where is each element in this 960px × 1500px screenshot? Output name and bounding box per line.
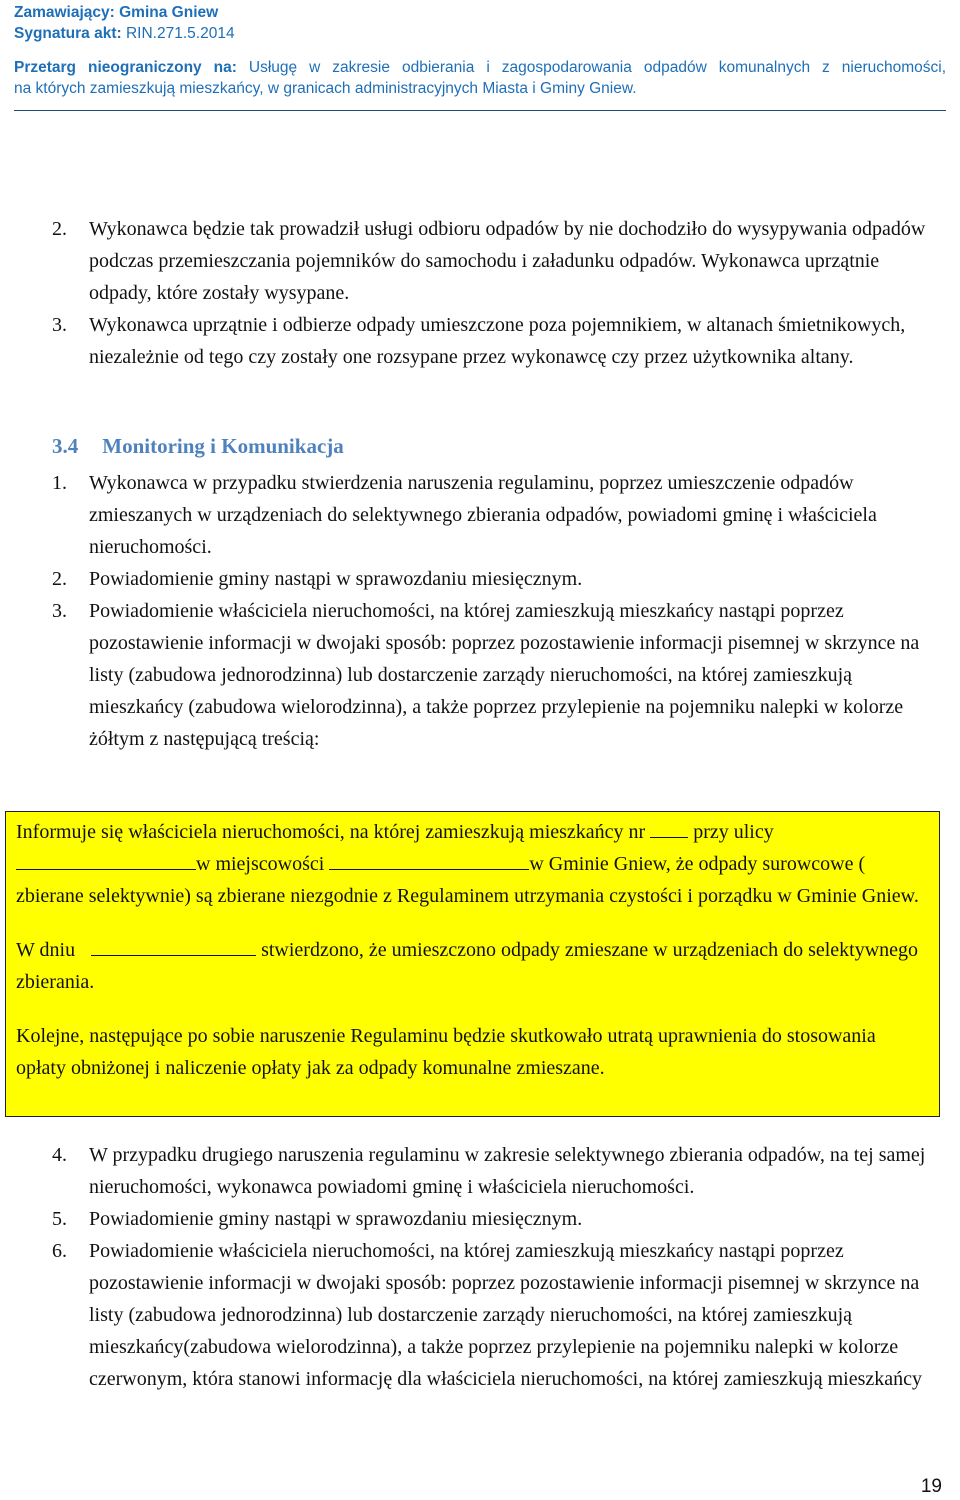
list-item-text: Wykonawca będzie tak prowadził usługi odbioru odpadów by nie dochodziło do wysypywania odpadów podczas przemieszczania pojemników do samochodu i załadunku odpadów. Wykonawca uprzątnie odpady, które zostały wysypane. (89, 218, 926, 304)
notice-paragraph-2 (16, 934, 929, 998)
notice-text: stwierdzono, że umieszczono odpady zmieszane w urządzeniach do selektywnego zbierania. (16, 939, 919, 993)
header-line-zamawiajacy (14, 2, 946, 23)
list-item (0, 1235, 960, 1395)
notice-text: W dniu (16, 939, 76, 961)
przetarg-line2: na których zamieszkują mieszkańcy, w granicach administracyjnych Miasta i Gminy Gniew. (14, 80, 637, 97)
section-number: 3.4 (52, 434, 79, 458)
list-item-text: Powiadomienie właściciela nieruchomości, na której zamieszkują mieszkańcy nastąpi poprzez pozostawienie informacji w dwojaki sposób: poprzez pozostawienie informacji pisemnej w skrzynce na listy (zabudowa jednorodzinna) lub dostarczenie zarządy nieruchomości, na której zamieszkują mieszkańcy (zabudowa wielorodzinna), a także poprzez przylepienie na pojemniku nalepki w kolorze żółtym z następującą treścią: (89, 600, 920, 750)
notice-text: przy ulicy (693, 821, 774, 843)
sygnatura-value: RIN.271.5.2014 (125, 25, 235, 42)
list-item-number: 4. (52, 1144, 67, 1166)
blank-field-number (650, 817, 688, 838)
blank-field-street (16, 849, 196, 870)
list-item-text: Powiadomienie gminy nastąpi w sprawozdaniu miesięcznym. (89, 1208, 583, 1230)
list-c (0, 1139, 960, 1395)
list-item-text: Powiadomienie właściciela nieruchomości, na której zamieszkują mieszkańcy nastąpi poprzez pozostawienie informacji w dwojaki sposób: poprzez pozostawienie informacji pisemnej w skrzynce na listy (zabudowa jednorodzinna) lub dostarczenie zarządy nieruchomości, na której zamieszkują mieszkańcy(zabudowa wielorodzinna), a także poprzez przylepienie na pojemniku nalepki w kolorze czerwonym, która stanowi informację dla właściciela nieruchomości, na której zamieszkują mieszkańcy (89, 1240, 923, 1390)
blank-field-date (91, 935, 256, 956)
blank-field-town (329, 849, 529, 870)
list-item-number: 2. (52, 568, 67, 590)
notice-text: Informuje się właściciela nieruchomości, na której zamieszkują mieszkańcy nr (16, 821, 646, 843)
przetarg-line1: Usługę w zakresie odbierania i zagospodarowania odpadów komunalnych z nieruchomości, (248, 59, 946, 76)
list-item (0, 1139, 960, 1203)
list-item (0, 467, 960, 563)
notice-paragraph-1 (16, 816, 929, 912)
header-divider (14, 110, 946, 111)
sygnatura-label: Sygnatura akt: (14, 25, 122, 42)
list-item-number: 1. (52, 472, 67, 494)
list-item-number: 3. (52, 314, 67, 336)
list-item-number: 6. (52, 1240, 67, 1262)
header-line-sygnatura (14, 23, 946, 44)
page-number: 19 (920, 1476, 942, 1497)
notice-box (5, 811, 940, 1117)
list-item (0, 563, 960, 595)
list-item (0, 1203, 960, 1235)
list-item-text: Wykonawca uprzątnie i odbierze odpady umieszczone poza pojemnikiem, w altanach śmietnikowych, niezależnie od tego czy zostały one rozsypane przez wykonawcę czy przez użytkownika altany. (89, 314, 906, 368)
zamawiajacy-label: Zamawiający: (14, 4, 115, 21)
list-item-number: 3. (52, 600, 67, 622)
przetarg-label: Przetarg nieograniczony na: (14, 59, 237, 76)
list-item-text: Wykonawca w przypadku stwierdzenia naruszenia regulaminu, poprzez umieszczenie odpadów zmieszanych w urządzeniach do selektywnego zbierania odpadów, powiadomi gminę i właściciela nieruchomości. (89, 472, 877, 558)
list-item-text: Powiadomienie gminy nastąpi w sprawozdaniu miesięcznym. (89, 568, 583, 590)
list-item-number: 5. (52, 1208, 67, 1230)
list-item (0, 213, 960, 309)
list-item-number: 2. (52, 218, 67, 240)
list-item (0, 595, 960, 755)
header-line-przetarg (14, 57, 946, 78)
list-item-text: W przypadku drugiego naruszenia regulaminu w zakresie selektywnego zbierania odpadów, na tej samej nieruchomości, wykonawca powiadomi gminę i właściciela nieruchomości. (89, 1144, 926, 1198)
list-a (0, 213, 960, 373)
notice-text: w Gminie Gniew, że odpady surowcowe ( zbierane selektywnie) są zbierane niezgodnie z Regulaminem utrzymania czystości i porządku w Gminie Gniew. (16, 853, 919, 907)
document-header (14, 2, 946, 99)
section-title: Monitoring i Komunikacja (102, 434, 344, 458)
list-b (0, 467, 960, 755)
notice-paragraph-3: Kolejne, następujące po sobie naruszenie Regulaminu będzie skutkowało utratą uprawnienia do stosowania opłaty obniżonej i naliczenie opłaty jak za odpady komunalne zmieszane. (16, 1025, 876, 1079)
zamawiajacy-value: Gmina Gniew (119, 4, 219, 21)
section-heading (52, 430, 344, 462)
list-item (0, 309, 960, 373)
notice-text: w miejscowości (196, 853, 325, 875)
